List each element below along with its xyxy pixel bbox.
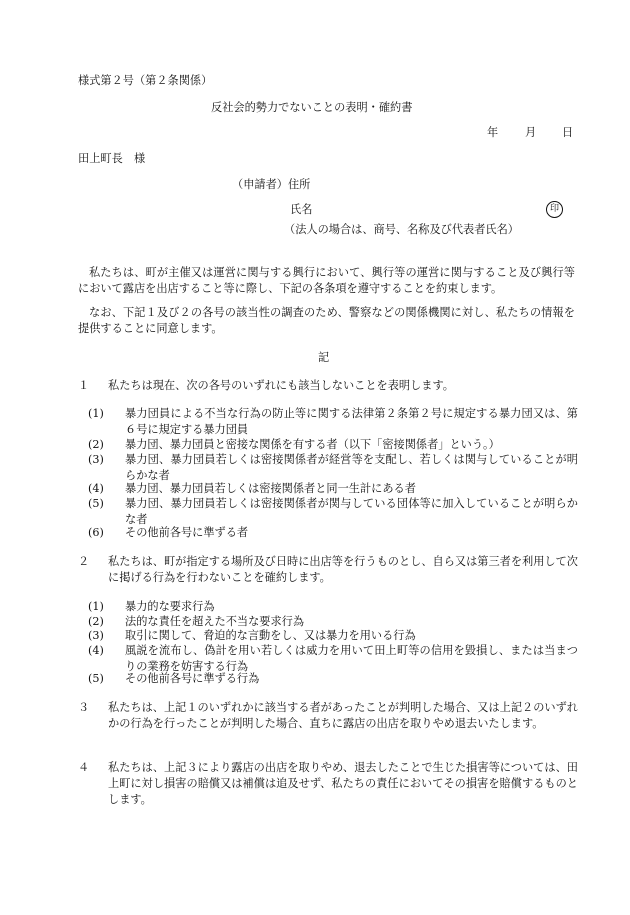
- section-number: ４: [78, 761, 90, 774]
- list-item-text: 暴力団、暴力団員と密接な関係を有する者（以下「密接関係者」という。）: [125, 438, 500, 451]
- list-item-number: (4): [88, 482, 104, 495]
- list-item: [88, 406, 578, 438]
- list-item: [88, 452, 578, 484]
- addressee: 田上町長 様: [78, 152, 146, 165]
- list-item-number: (2): [88, 615, 104, 628]
- list-item-number: (6): [88, 526, 104, 539]
- section-text: 私たちは現在、次の各号のいずれにも該当しないことを表明します。: [108, 379, 454, 392]
- list-item-text: 取引に関して、脅迫的な言動をし、又は暴力を用いる行為: [125, 629, 416, 642]
- form-number: 様式第２号（第２条関係）: [78, 74, 213, 87]
- section-text: 私たちは、町が指定する場所及び日時に出店等を行うものとし、自ら又は第三者を利用して次に掲げる行為を行わないことを確約します。: [108, 555, 578, 584]
- list-item-number: (5): [88, 672, 104, 685]
- section-4: [78, 760, 578, 808]
- applicant-name-label: 氏名: [290, 203, 313, 216]
- list-item-text: 暴力団、暴力団員若しくは密接関係者が経営等を支配し、若しくは関与していることが明らかな者: [125, 453, 578, 482]
- list-item-number: (1): [88, 600, 104, 613]
- list-item-text: 風説を流布し、偽計を用い若しくは威力を用いて田上町等の信用を毀損し、または当まつりの業務を妨害する行為: [125, 644, 578, 673]
- seal-mark: 印: [546, 201, 563, 218]
- list-item-number: (2): [88, 438, 104, 451]
- list-item-number: (1): [88, 407, 104, 420]
- section-3: [78, 700, 578, 748]
- list-item-text: その他前各号に準ずる者: [125, 526, 249, 539]
- list-item-number: (5): [88, 497, 104, 510]
- list-item: [88, 481, 578, 497]
- list-item-text: 暴力団員による不当な行為の防止等に関する法律第２条第２号に規定する暴力団又は、第６号に規定する暴力団員: [125, 407, 578, 436]
- section-text: 私たちは、上記３により露店の出店を取りやめ、退去したことで生じた損害等については、田上町に対し損害の賠償又は補償は追及せず、私たちの責任においてその損害を賠償するものとします。: [108, 761, 578, 806]
- section-text: 私たちは、上記１のいずれかに該当する者があったことが判明した場合、又は上記２のいずれかの行為を行ったことが判明した場合、直ちに露店の出店を取りやめ退去いたします。: [108, 701, 578, 730]
- list-item-text: 暴力的な要求行為: [125, 600, 215, 613]
- section-number: ３: [78, 701, 90, 714]
- list-item: [88, 525, 578, 541]
- list-item-text: 暴力団、暴力団員若しくは密接関係者と同一生計にある者: [125, 482, 416, 495]
- section-number: １: [78, 379, 90, 392]
- list-item: [88, 599, 578, 615]
- date-month: 月: [525, 126, 537, 139]
- list-item-number: (4): [88, 644, 104, 657]
- list-item: [88, 437, 578, 453]
- document-title: 反社会的勢力でないことの表明・確約書: [211, 101, 413, 114]
- applicant-address-label: （申請者）住所: [232, 178, 311, 191]
- corporate-note: （法人の場合は、商号、名称及び代表者氏名）: [284, 223, 519, 236]
- list-item: [88, 496, 578, 528]
- list-item: [88, 671, 578, 687]
- section-2: [78, 554, 578, 586]
- list-item: [88, 628, 578, 644]
- list-item-text: 暴力団、暴力団員若しくは密接関係者が関与している団体等に加入していることが明らかな者: [125, 497, 578, 526]
- ki-heading: 記: [318, 351, 330, 364]
- intro-paragraph-2: なお、下記１及び２の各号の該当性の調査のため、警察などの関係機関に対し、私たちの情報を提供することに同意します。: [78, 306, 575, 335]
- section-1: [78, 378, 578, 394]
- intro-paragraph-1: 私たちは、町が主催又は運営に関与する興行において、興行等の運営に関与すること及び興行等において露店を出店すること等に際し、下記の各条項を遵守することを約束します。: [78, 266, 575, 295]
- date-year: 年: [487, 126, 499, 139]
- list-item-text: 法的な責任を超えた不当な要求行為: [125, 615, 305, 628]
- list-item-number: (3): [88, 629, 104, 642]
- list-item-text: その他前各号に準ずる行為: [125, 672, 260, 685]
- date-day: 日: [562, 126, 574, 139]
- list-item-number: (3): [88, 453, 104, 466]
- section-number: ２: [78, 555, 90, 568]
